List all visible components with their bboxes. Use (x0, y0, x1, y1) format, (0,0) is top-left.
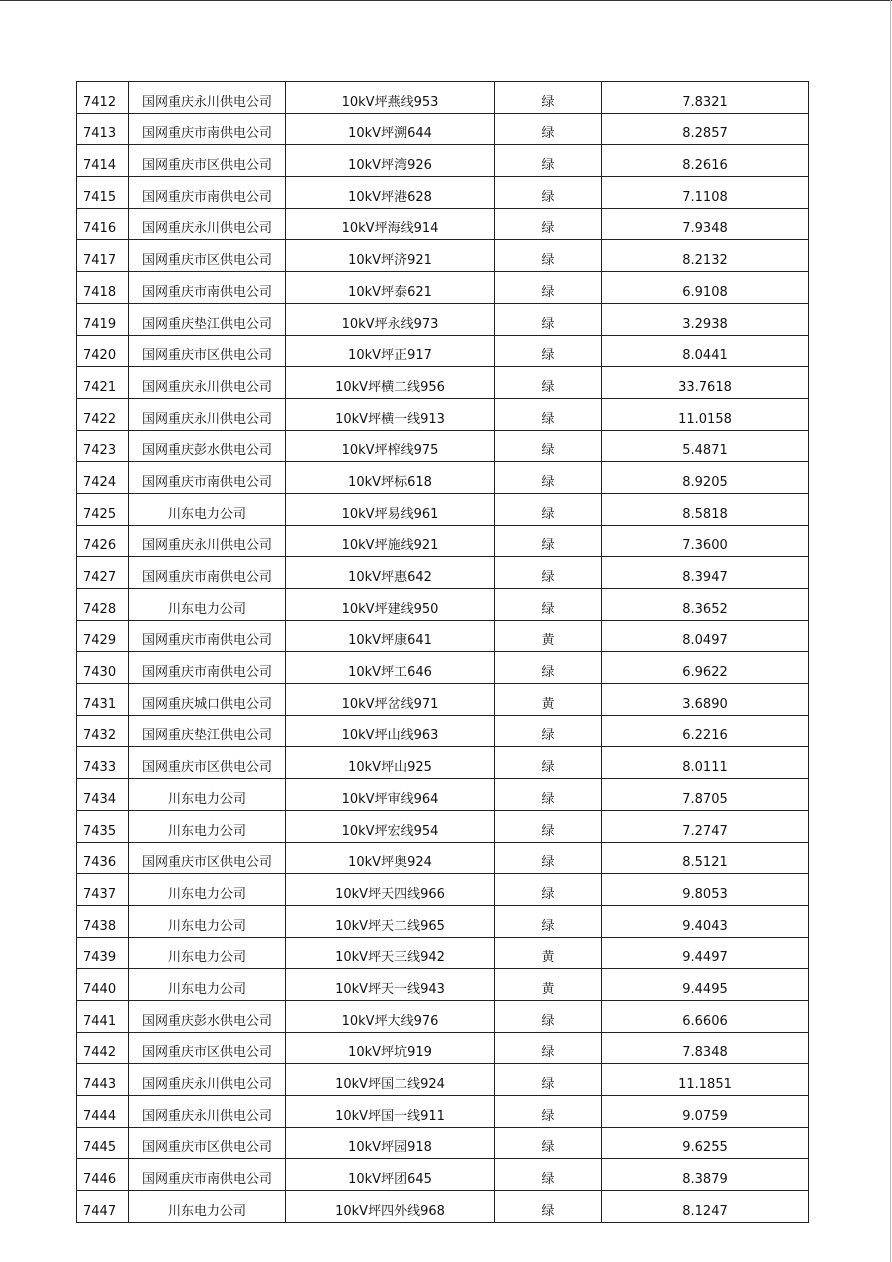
company-cell: 国网重庆永川供电公司 (129, 82, 286, 114)
table-row (77, 557, 809, 589)
row-number-cell: 7446 (77, 1159, 129, 1191)
company-cell: 国网重庆市南供电公司 (129, 113, 286, 145)
value-cell: 7.9348 (602, 208, 809, 240)
table-row (77, 747, 809, 779)
status-cell: 绿 (495, 715, 602, 747)
row-number-cell: 7419 (77, 303, 129, 335)
table-row (77, 1159, 809, 1191)
company-cell: 国网重庆垫江供电公司 (129, 303, 286, 335)
table-row (77, 462, 809, 494)
value-cell: 8.3879 (602, 1159, 809, 1191)
row-number-cell: 7423 (77, 430, 129, 462)
value-cell: 8.3947 (602, 557, 809, 589)
row-number-cell: 7445 (77, 1127, 129, 1159)
table-row (77, 652, 809, 684)
table-row (77, 1032, 809, 1064)
status-cell: 绿 (495, 1032, 602, 1064)
company-cell: 国网重庆城口供电公司 (129, 684, 286, 716)
status-cell: 绿 (495, 335, 602, 367)
row-number-cell: 7430 (77, 652, 129, 684)
row-number-cell: 7434 (77, 779, 129, 811)
status-cell: 绿 (495, 652, 602, 684)
line-name-cell: 10kV坪山线963 (286, 715, 495, 747)
table-row (77, 272, 809, 304)
line-name-cell: 10kV坪大线976 (286, 1000, 495, 1032)
table-row (77, 937, 809, 969)
table-row (77, 1000, 809, 1032)
table-row (77, 779, 809, 811)
company-cell: 国网重庆市区供电公司 (129, 1032, 286, 1064)
company-cell: 国网重庆市区供电公司 (129, 335, 286, 367)
line-name-cell: 10kV坪宏线954 (286, 810, 495, 842)
company-cell: 国网重庆市南供电公司 (129, 272, 286, 304)
row-number-cell: 7441 (77, 1000, 129, 1032)
row-number-cell: 7447 (77, 1191, 129, 1223)
company-cell: 国网重庆市区供电公司 (129, 842, 286, 874)
value-cell: 8.9205 (602, 462, 809, 494)
company-cell: 国网重庆市南供电公司 (129, 652, 286, 684)
line-name-cell: 10kV坪奥924 (286, 842, 495, 874)
row-number-cell: 7415 (77, 177, 129, 209)
table-row (77, 589, 809, 621)
row-number-cell: 7417 (77, 240, 129, 272)
table-row (77, 810, 809, 842)
status-cell: 绿 (495, 240, 602, 272)
table-row (77, 684, 809, 716)
value-cell: 33.7618 (602, 367, 809, 399)
status-cell: 绿 (495, 747, 602, 779)
value-cell: 8.2857 (602, 113, 809, 145)
row-number-cell: 7444 (77, 1096, 129, 1128)
row-number-cell: 7439 (77, 937, 129, 969)
value-cell: 9.6255 (602, 1127, 809, 1159)
status-cell: 绿 (495, 1191, 602, 1223)
status-cell: 绿 (495, 589, 602, 621)
row-number-cell: 7426 (77, 525, 129, 557)
value-cell: 3.2938 (602, 303, 809, 335)
company-cell: 川东电力公司 (129, 969, 286, 1001)
row-number-cell: 7438 (77, 905, 129, 937)
line-name-cell: 10kV坪园918 (286, 1127, 495, 1159)
status-cell: 绿 (495, 1096, 602, 1128)
status-cell: 绿 (495, 82, 602, 114)
value-cell: 8.1247 (602, 1191, 809, 1223)
status-cell: 黄 (495, 620, 602, 652)
value-cell: 8.0111 (602, 747, 809, 779)
line-name-cell: 10kV坪施线921 (286, 525, 495, 557)
table-row (77, 303, 809, 335)
value-cell: 7.3600 (602, 525, 809, 557)
row-number-cell: 7416 (77, 208, 129, 240)
company-cell: 国网重庆永川供电公司 (129, 1096, 286, 1128)
value-cell: 8.0497 (602, 620, 809, 652)
company-cell: 国网重庆永川供电公司 (129, 208, 286, 240)
row-number-cell: 7429 (77, 620, 129, 652)
row-number-cell: 7433 (77, 747, 129, 779)
table-row (77, 1127, 809, 1159)
value-cell: 3.6890 (602, 684, 809, 716)
company-cell: 川东电力公司 (129, 810, 286, 842)
status-cell: 绿 (495, 779, 602, 811)
status-cell: 绿 (495, 493, 602, 525)
status-cell: 绿 (495, 525, 602, 557)
table-row (77, 1191, 809, 1223)
row-number-cell: 7440 (77, 969, 129, 1001)
line-name-cell: 10kV坪榨线975 (286, 430, 495, 462)
table-row (77, 398, 809, 430)
company-cell: 国网重庆永川供电公司 (129, 398, 286, 430)
table-row (77, 1096, 809, 1128)
value-cell: 5.4871 (602, 430, 809, 462)
status-cell: 绿 (495, 462, 602, 494)
status-cell: 绿 (495, 1000, 602, 1032)
line-name-cell: 10kV坪岔线971 (286, 684, 495, 716)
table-row (77, 335, 809, 367)
status-cell: 绿 (495, 1159, 602, 1191)
value-cell: 9.4495 (602, 969, 809, 1001)
table-row (77, 208, 809, 240)
value-cell: 8.5818 (602, 493, 809, 525)
company-cell: 国网重庆市区供电公司 (129, 240, 286, 272)
line-name-cell: 10kV坪永线973 (286, 303, 495, 335)
line-name-cell: 10kV坪四外线968 (286, 1191, 495, 1223)
line-name-cell: 10kV坪天三线942 (286, 937, 495, 969)
company-cell: 川东电力公司 (129, 1191, 286, 1223)
status-cell: 绿 (495, 874, 602, 906)
table-row (77, 430, 809, 462)
table-row (77, 367, 809, 399)
company-cell: 国网重庆市区供电公司 (129, 1127, 286, 1159)
value-cell: 8.3652 (602, 589, 809, 621)
line-name-cell: 10kV坪燕线953 (286, 82, 495, 114)
row-number-cell: 7421 (77, 367, 129, 399)
page-top-border (0, 0, 892, 1)
line-name-cell: 10kV坪海线914 (286, 208, 495, 240)
row-number-cell: 7432 (77, 715, 129, 747)
company-cell: 国网重庆市区供电公司 (129, 145, 286, 177)
row-number-cell: 7413 (77, 113, 129, 145)
line-name-cell: 10kV坪易线961 (286, 493, 495, 525)
status-cell: 绿 (495, 1064, 602, 1096)
table-row (77, 525, 809, 557)
line-name-cell: 10kV坪审线964 (286, 779, 495, 811)
line-name-cell: 10kV坪正917 (286, 335, 495, 367)
company-cell: 国网重庆永川供电公司 (129, 367, 286, 399)
line-name-cell: 10kV坪港628 (286, 177, 495, 209)
line-name-cell: 10kV坪国一线911 (286, 1096, 495, 1128)
company-cell: 国网重庆市南供电公司 (129, 620, 286, 652)
value-cell: 7.2747 (602, 810, 809, 842)
line-name-cell: 10kV坪团645 (286, 1159, 495, 1191)
value-cell: 8.5121 (602, 842, 809, 874)
line-name-cell: 10kV坪坑919 (286, 1032, 495, 1064)
page-right-border (890, 0, 891, 1262)
company-cell: 川东电力公司 (129, 589, 286, 621)
company-cell: 国网重庆永川供电公司 (129, 1064, 286, 1096)
row-number-cell: 7422 (77, 398, 129, 430)
table-row (77, 82, 809, 114)
value-cell: 6.9108 (602, 272, 809, 304)
table-row (77, 113, 809, 145)
company-cell: 国网重庆永川供电公司 (129, 525, 286, 557)
line-name-cell: 10kV坪惠642 (286, 557, 495, 589)
row-number-cell: 7442 (77, 1032, 129, 1064)
line-name-cell: 10kV坪国二线924 (286, 1064, 495, 1096)
status-cell: 绿 (495, 145, 602, 177)
line-name-cell: 10kV坪湾926 (286, 145, 495, 177)
value-cell: 8.0441 (602, 335, 809, 367)
row-number-cell: 7414 (77, 145, 129, 177)
company-cell: 国网重庆市南供电公司 (129, 1159, 286, 1191)
table-row (77, 145, 809, 177)
line-name-cell: 10kV坪建线950 (286, 589, 495, 621)
status-cell: 绿 (495, 557, 602, 589)
value-cell: 6.6606 (602, 1000, 809, 1032)
company-cell: 川东电力公司 (129, 874, 286, 906)
row-number-cell: 7437 (77, 874, 129, 906)
table-row (77, 620, 809, 652)
line-name-cell: 10kV坪溯644 (286, 113, 495, 145)
value-cell: 9.8053 (602, 874, 809, 906)
table-row (77, 715, 809, 747)
table-row (77, 874, 809, 906)
company-cell: 川东电力公司 (129, 493, 286, 525)
line-name-cell: 10kV坪横二线956 (286, 367, 495, 399)
company-cell: 川东电力公司 (129, 937, 286, 969)
line-name-cell: 10kV坪天四线966 (286, 874, 495, 906)
status-cell: 绿 (495, 810, 602, 842)
value-cell: 9.0759 (602, 1096, 809, 1128)
row-number-cell: 7420 (77, 335, 129, 367)
company-cell: 国网重庆垫江供电公司 (129, 715, 286, 747)
data-table (76, 81, 809, 1223)
row-number-cell: 7427 (77, 557, 129, 589)
row-number-cell: 7425 (77, 493, 129, 525)
line-name-cell: 10kV坪康641 (286, 620, 495, 652)
table-row (77, 842, 809, 874)
status-cell: 绿 (495, 113, 602, 145)
company-cell: 国网重庆彭水供电公司 (129, 430, 286, 462)
line-name-cell: 10kV坪标618 (286, 462, 495, 494)
value-cell: 7.8321 (602, 82, 809, 114)
row-number-cell: 7431 (77, 684, 129, 716)
status-cell: 黄 (495, 969, 602, 1001)
table-row (77, 177, 809, 209)
line-name-cell: 10kV坪工646 (286, 652, 495, 684)
status-cell: 绿 (495, 272, 602, 304)
table-row (77, 493, 809, 525)
status-cell: 黄 (495, 937, 602, 969)
status-cell: 绿 (495, 842, 602, 874)
status-cell: 绿 (495, 303, 602, 335)
line-name-cell: 10kV坪横一线913 (286, 398, 495, 430)
value-cell: 7.1108 (602, 177, 809, 209)
value-cell: 8.2616 (602, 145, 809, 177)
status-cell: 绿 (495, 905, 602, 937)
status-cell: 绿 (495, 177, 602, 209)
value-cell: 11.0158 (602, 398, 809, 430)
row-number-cell: 7435 (77, 810, 129, 842)
line-name-cell: 10kV坪泰621 (286, 272, 495, 304)
line-name-cell: 10kV坪天二线965 (286, 905, 495, 937)
status-cell: 绿 (495, 367, 602, 399)
value-cell: 6.9622 (602, 652, 809, 684)
value-cell: 8.2132 (602, 240, 809, 272)
value-cell: 9.4497 (602, 937, 809, 969)
line-name-cell: 10kV坪济921 (286, 240, 495, 272)
table-row (77, 1064, 809, 1096)
row-number-cell: 7424 (77, 462, 129, 494)
status-cell: 绿 (495, 430, 602, 462)
value-cell: 7.8348 (602, 1032, 809, 1064)
row-number-cell: 7436 (77, 842, 129, 874)
table-row (77, 969, 809, 1001)
company-cell: 国网重庆市区供电公司 (129, 747, 286, 779)
row-number-cell: 7412 (77, 82, 129, 114)
line-name-cell: 10kV坪天一线943 (286, 969, 495, 1001)
company-cell: 川东电力公司 (129, 905, 286, 937)
status-cell: 绿 (495, 208, 602, 240)
row-number-cell: 7418 (77, 272, 129, 304)
status-cell: 绿 (495, 398, 602, 430)
company-cell: 国网重庆市南供电公司 (129, 462, 286, 494)
company-cell: 国网重庆彭水供电公司 (129, 1000, 286, 1032)
table-body (77, 82, 809, 1223)
value-cell: 11.1851 (602, 1064, 809, 1096)
line-name-cell: 10kV坪山925 (286, 747, 495, 779)
table-row (77, 240, 809, 272)
table-row (77, 905, 809, 937)
value-cell: 9.4043 (602, 905, 809, 937)
row-number-cell: 7428 (77, 589, 129, 621)
value-cell: 6.2216 (602, 715, 809, 747)
status-cell: 绿 (495, 1127, 602, 1159)
company-cell: 国网重庆市南供电公司 (129, 177, 286, 209)
value-cell: 7.8705 (602, 779, 809, 811)
row-number-cell: 7443 (77, 1064, 129, 1096)
company-cell: 国网重庆市南供电公司 (129, 557, 286, 589)
status-cell: 黄 (495, 684, 602, 716)
company-cell: 川东电力公司 (129, 779, 286, 811)
